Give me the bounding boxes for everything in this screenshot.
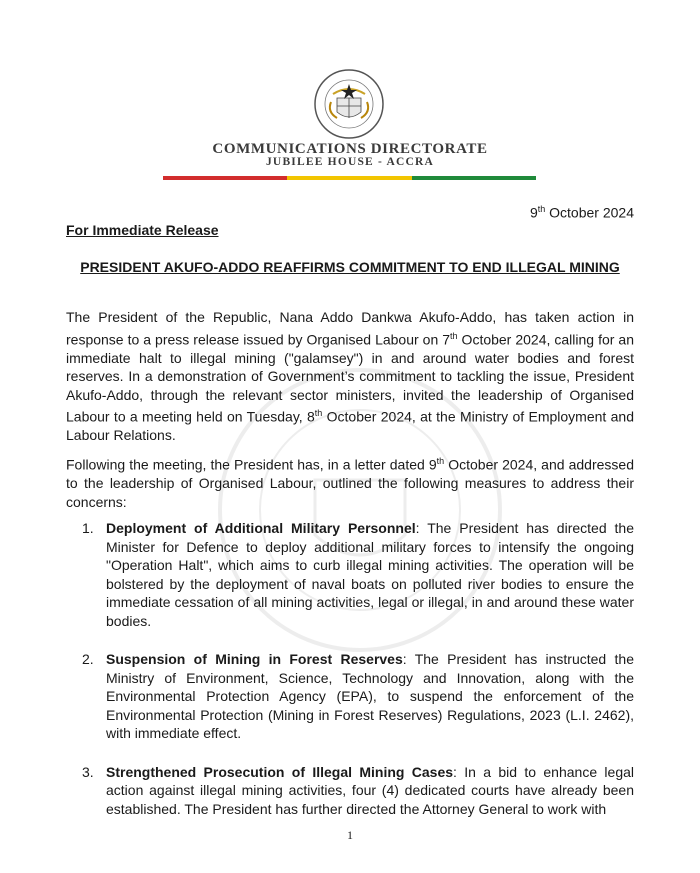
presidential-seal-icon bbox=[313, 68, 385, 140]
flag-red-stripe bbox=[163, 176, 287, 180]
headline: PRESIDENT AKUFO-ADDO REAFFIRMS COMMITMENT TO END ILLEGAL MINING bbox=[80, 259, 620, 275]
release-date: 9th October 2024 bbox=[529, 204, 634, 221]
measure-body: : The President has instructed the Ministry of Environment, Science, Technology and Innovation, along with the Environmental Protection Agency (EPA), to suspend the enforcement of the Environmental Protection (Mining in Forest Reserves) Regulations, 2023 (L.I. 2462), with immediate effect. bbox=[106, 651, 634, 741]
flag-gold-stripe bbox=[287, 176, 411, 180]
paragraph-following: Following the meeting, the President has, in a letter dated 9th October 2024, and addressed to the leadership of Organised Labour, outlined the following measures to address their concerns: bbox=[66, 456, 634, 510]
list-number: 1. bbox=[82, 520, 94, 536]
measure-body: : The President has directed the Minister for Defence to deploy additional military forces to intensify the ongoing "Operation Halt", which aims to curb illegal mining activities. The operation will be bolstered by the deployment of naval boats on polluted river bodies to ensure the immediate cessation of all mining activities, legal or illegal, in and around these water bodies. bbox=[106, 520, 634, 629]
measure-body: : In a bid to enhance legal action against illegal mining activities, four (4) dedicated courts have already been established. The President has further directed the Attorney General to work with bbox=[106, 763, 635, 817]
list-number: 3. bbox=[82, 763, 94, 780]
measure-title: Strengthened Prosecution of Illegal Mining Cases bbox=[106, 763, 454, 780]
page-number: 1 bbox=[347, 828, 353, 842]
list-item bbox=[82, 763, 634, 819]
paragraph-intro: The President of the Republic, Nana Addo Dankwa Akufo-Addo, has taken action in response to a press release issued by Organised Labour on 7th October 2024, calling for an immediate halt to illegal mining ("galamsey") in and around water bodies and forest reserves. In a demonstration of Government’s commitment to tackling the issue, President Akufo-Addo, through the relevant sector ministers, invited the leadership of Organised Labour to a meeting held on Tuesday, 8th October 2024, at the Ministry of Employment and Labour Relations. bbox=[66, 309, 634, 444]
measure-title: Deployment of Additional Military Personnel bbox=[106, 520, 416, 536]
directorate-location: JUBILEE HOUSE - ACCRA bbox=[265, 156, 435, 168]
measure-title: Suspension of Mining in Forest Reserves bbox=[106, 651, 403, 667]
list-item bbox=[82, 519, 634, 630]
measures-list bbox=[82, 519, 634, 838]
directorate-title: COMMUNICATIONS DIRECTORATE bbox=[212, 141, 488, 157]
release-label: For Immediate Release bbox=[66, 222, 219, 238]
flag-color-bar bbox=[163, 176, 536, 180]
list-item bbox=[82, 650, 634, 743]
list-number: 2. bbox=[82, 651, 94, 667]
flag-green-stripe bbox=[412, 176, 536, 180]
